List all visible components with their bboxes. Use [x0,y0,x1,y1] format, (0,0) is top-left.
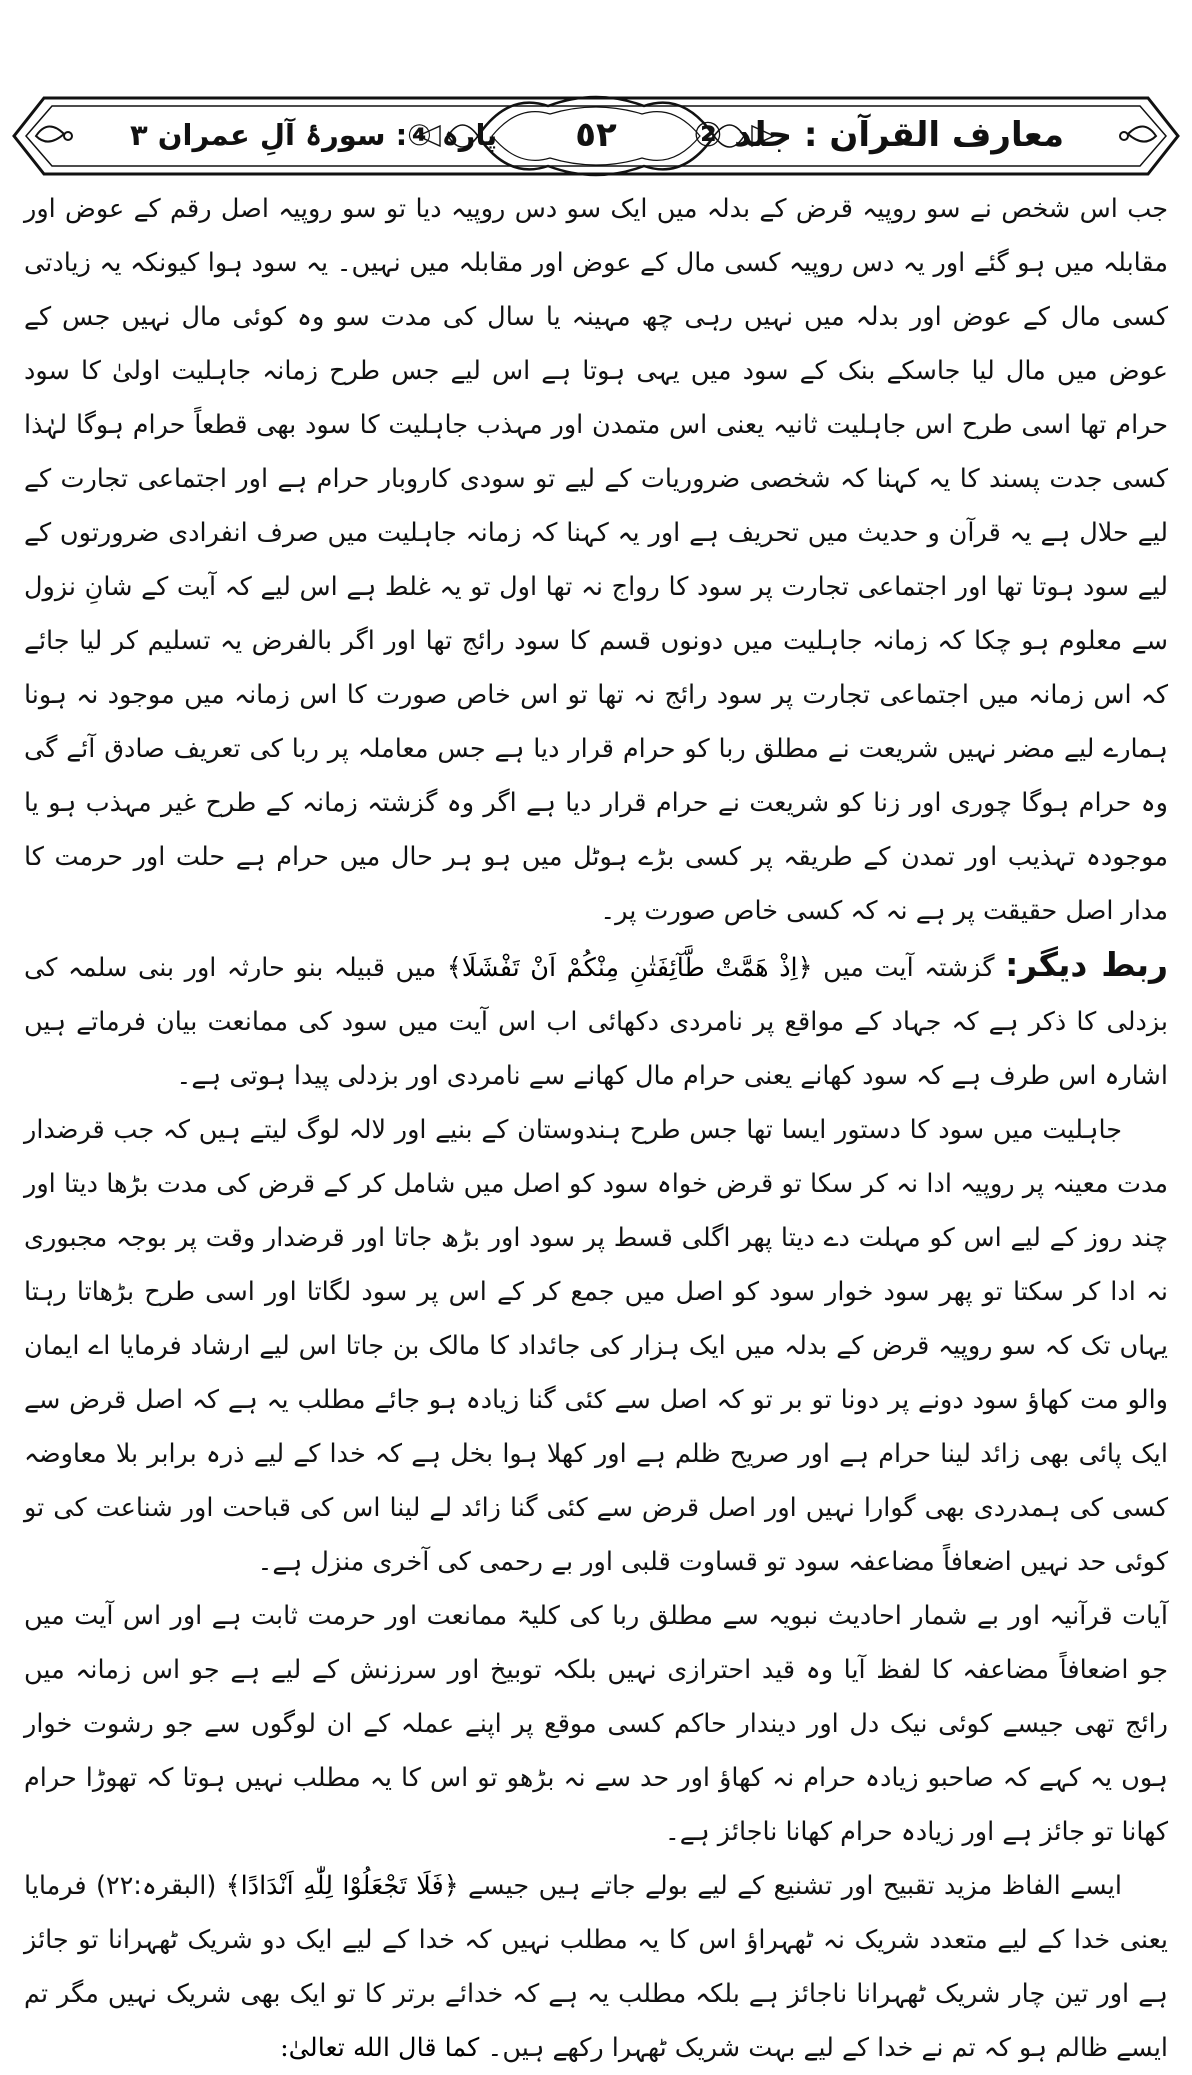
book-title: معارف القرآن : جلد ② [693,115,1064,155]
rabt-text-post: میں قبیلہ بنو حارثہ اور بنی سلمہ کی بزدلی کا ذکر ہے کہ جہاد کے مواقع پر نامردی دکھائی اب اس آیت میں سود کی ممانعت بیان فرماتے ہیں اشارہ اس طرف ہے کہ سود کھانے یعنی حرام مال کھانے سے نامردی اور بزدلی پیدا ہوتی ہے۔ [24,953,1168,1091]
para4-text-pre: ایسے الفاظ مزید تقبیح اور تشنیع کے لیے بولے جاتے ہیں جیسے [458,1871,1123,1901]
paragraph-2: جاہلیت میں سود کا دستور ایسا تھا جس طرح ہندوستان کے بنیے اور لالہ لوگ لیتے ہیں کہ جب قرضدار مدت معینہ پر روپیہ ادا نہ کر سکا تو قرض خواہ سود کو اصل میں شامل کر کے قرض کی مدت بڑھا دیتا اور چند روز کے لیے اس کو مہلت دے دیتا پھر اگلی قسط پر سود اور بڑھ جاتا اور قرضدار وقت پر بوجہ مجبوری نہ ادا کر سکتا تو پھر سود خوار سود کو اصل میں جمع کر کے اس پر سود لگاتا اور اسی طرح بڑھاتا رہتا یہاں تک کہ سو روپیہ قرض کے بدلہ میں ایک ہزار کی جائداد کا مالک بن جاتا اس لیے ارشاد فرمایا اے ایمان والو مت کھاؤ سود دونے پر دونا تو بر تو کہ اصل سے کئی گنا زیادہ ہو جائے مطلب یہ ہے کہ اصل قرض سے ایک پائی بھی زائد لینا حرام ہے اور صریح ظلم ہے اور کھلا ہوا بخل ہے کہ خدا کے لیے ذرہ برابر بلا معاوضہ کسی کی ہمدردی بھی گوارا نہیں اور اصل قرض سے کئی گنا زائد لے لینا اس کی قباحت اور شناعت کی تو کوئی حد نہیں اضعافاً مضاعفہ سود تو قساوت قلبی اور بے رحمی کی آخری منزل ہے۔ [24,1115,1168,1577]
surah-reference: پارہ ④: سورۂ آلِ عمران ٣ [130,118,498,152]
page-number: ٥٢ [575,115,617,155]
page-header [8,92,1184,180]
paragraph-1: جب اس شخص نے سو روپیہ قرض کے بدلہ میں ایک سو دس روپیہ دیا تو سو روپیہ اصل رقم کے عوض اور مقابلہ میں ہو گئے اور یہ دس روپیہ کسی مال کے عوض اور مقابلہ میں نہیں۔ یہ سود ہوا کیونکہ یہ زیادتی کسی مال کے عوض اور بدلہ میں نہیں رہی چھ مہینہ یا سال کی مدت سو وہ کوئی مال نہیں جس کے عوض میں مال لیا جاسکے بنک کے سود میں یہی ہوتا ہے اس لیے جس طرح زمانہ جاہلیت اولیٰ کا سود حرام تھا اسی طرح اس جاہلیت ثانیہ یعنی اس متمدن اور مہذب جاہلیت کا سود بھی قطعاً حرام ہوگا لہٰذا کسی جدت پسند کا یہ کہنا کہ شخصی ضروریات کے لیے تو سودی کاروبار حرام ہے اور اجتماعی تجارت کے لیے حلال ہے یہ قرآن و حدیث میں تحریف ہے اور یہ کہنا کہ زمانہ جاہلیت میں صرف انفرادی ضرورتوں کے لیے سود ہوتا تھا اور اجتماعی تجارت پر سود کا رواج نہ تھا اول تو یہ غلط ہے اس لیے کہ آیت کے شانِ نزول سے معلوم ہو چکا کہ زمانہ جاہلیت میں دونوں قسم کا سود رائج تھا اور اگر بالفرض یہ تسلیم کر لیا جائے کہ اس زمانہ میں اجتماعی تجارت پر سود رائج نہ تھا تو اس خاص صورت کا اس زمانہ میں موجود نہ ہونا ہمارے لیے مضر نہیں شریعت نے مطلق ربا کو حرام قرار دیا ہے جس معاملہ پر ربا کی تعریف صادق آئے گی وہ حرام ہوگا چوری اور زنا کو شریعت نے حرام قرار دیا ہے اگر وہ گزشتہ زمانہ کے طرح غیر مہذب ہو یا موجودہ تہذیب اور تمدن کے طریقہ پر کسی بڑے ہوٹل میں ہو ہر حال میں حرام ہے حلت اور حرمت کا مدار اصل حقیقت پر ہے نہ کہ کسی خاص صورت پر۔ [24,194,1168,926]
page-body [24,182,1168,2075]
closing-phrase: كما قال الله تعالىٰ: [280,2033,480,2063]
verse-reference: (البقرہ:۲۲) [86,1871,226,1901]
section-heading: ربط دیگر: [1005,945,1169,984]
para4-text-post: فرمایا یعنی خدا کے لیے متعدد شریک نہ ٹھہراؤ اس کا یہ مطلب نہیں کہ خدا کے لیے ایک دو شریک ٹھہرانا تو جائز ہے اور تین چار شریک ٹھہرانا ناجائز ہے بلکہ مطلب یہ ہے کہ خدائے برتر کا تو ایک بھی شریک نہیں مگر تم ایسے ظالم ہو کہ تم نے خدا کے لیے بہت شریک ٹھہرا رکھے ہیں۔ [24,1871,1168,2063]
rabt-text-pre: گزشتہ آیت میں [812,953,1006,983]
paragraph-3: آیات قرآنیہ اور بے شمار احادیث نبویہ سے مطلق ربا کی کلیۃ ممانعت اور حرمت ثابت ہے اور اس آیت میں جو اضعافاً مضاعفہ کا لفظ آیا وہ قید احترازی نہیں بلکہ توبیخ اور سرزنش کے لیے ہے جو اس زمانہ میں رائج تھی جیسے کوئی نیک دل اور دیندار حاکم کسی موقع پر اپنے عملہ کے ان لوگوں سے جو رشوت خوار ہوں یہ کہے کہ صاحبو زیادہ حرام نہ کھاؤ اور حد سے نہ بڑھو تو اس کا یہ مطلب نہیں ہوتا کہ تھوڑا حرام کھانا تو جائز ہے اور زیادہ حرام کھانا ناجائز ہے۔ [24,1601,1168,1847]
quranic-quote: ﴿اِذْ هَمَّتْ طَّآئِفَتٰنِ مِنْكُمْ اَنْ تَفْشَلَا﴾ [446,953,813,983]
paragraph-4 [24,1859,1168,2075]
quranic-quote-2: ﴿فَلَا تَجْعَلُوْا لِلّٰهِ اَنْدَادًا﴾ [225,1871,459,1901]
paragraph-rabt [24,938,1168,1103]
